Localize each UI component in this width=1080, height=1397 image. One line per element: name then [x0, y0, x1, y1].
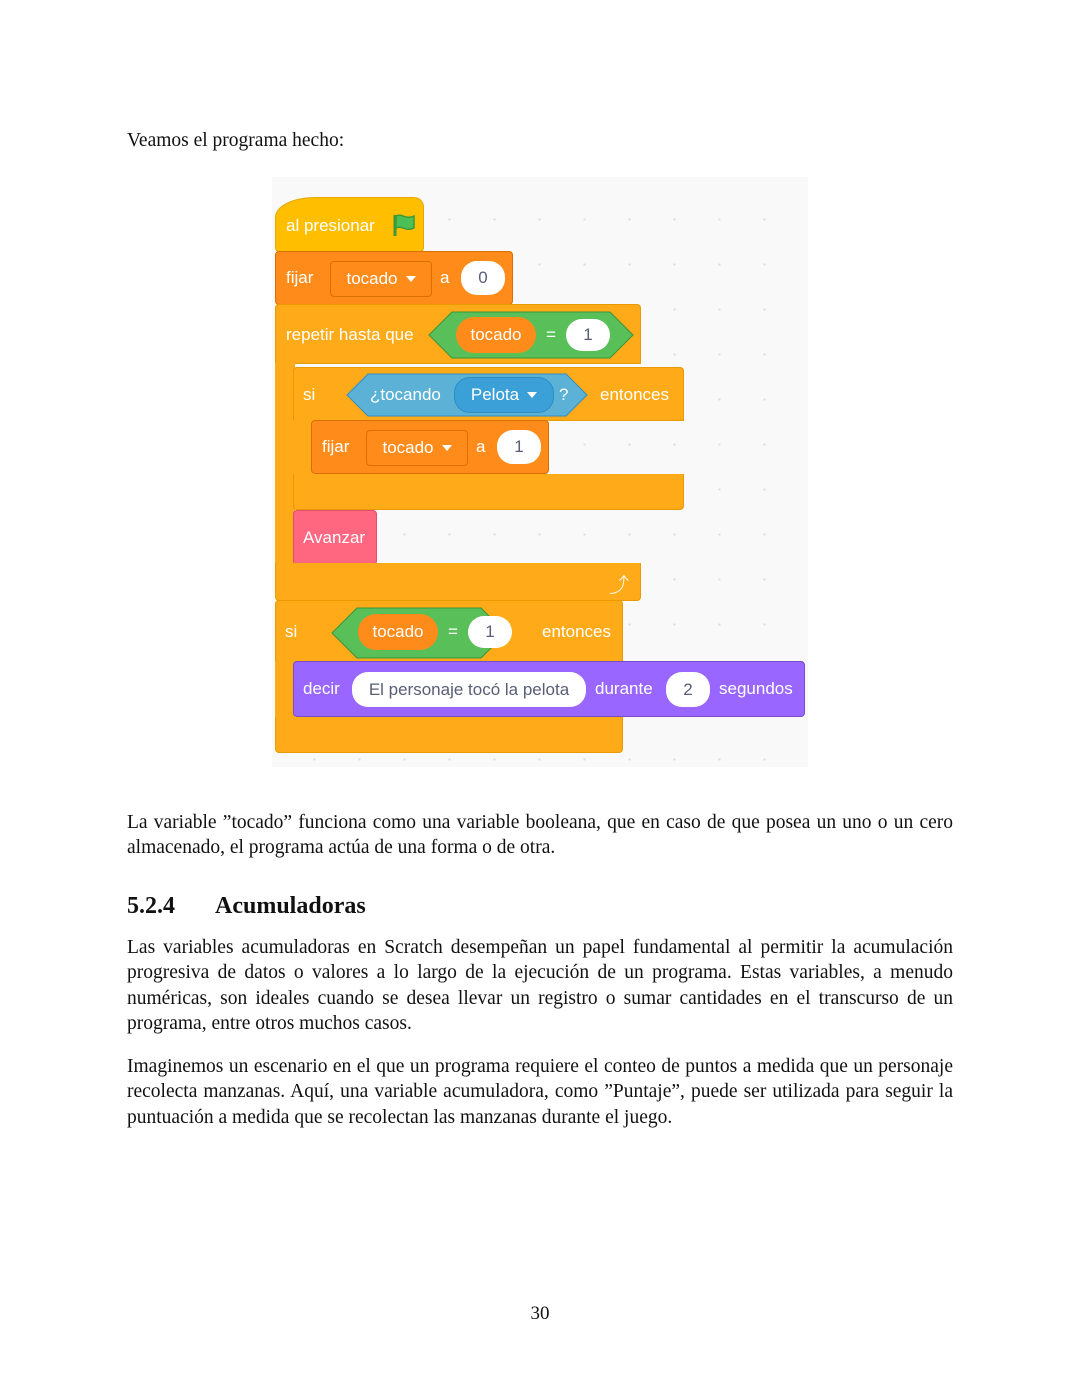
value-input[interactable]: 1: [566, 319, 610, 351]
scratch-code-figure: [272, 177, 808, 767]
set-variable-block: [275, 251, 513, 305]
value-input[interactable]: 1: [468, 616, 512, 648]
repeat-arm: [275, 363, 295, 583]
variable-dropdown[interactable]: [330, 261, 432, 297]
avanzar-custom-block[interactable]: [293, 510, 377, 565]
paragraph: Las variables acumuladoras en Scratch desempeñan un papel fundamental al permitir la acumulación progresiva de datos o valores a lo largo de la ejecución de un programa. Estas variables, a menudo numéricas, son ideales cuando se desea llevar un registro o sumar cantidades en el transcurso de un programa, entre otros muchos casos.: [127, 937, 953, 1034]
if-label: si: [303, 385, 316, 404]
value-input[interactable]: 1: [497, 430, 541, 464]
variable-dropdown[interactable]: [366, 430, 468, 466]
value-input[interactable]: 0: [461, 261, 505, 295]
intro-text: Veamos el programa hecho:: [127, 130, 345, 151]
section-number: 5.2.4: [127, 893, 175, 919]
to-label: a: [476, 437, 486, 456]
object-dropdown[interactable]: [454, 377, 554, 413]
touching-label: ¿tocando: [370, 385, 441, 404]
loop-arrow-icon: ⤴: [609, 575, 629, 597]
set-variable-block: [311, 420, 549, 474]
unit-label: segundos: [719, 679, 793, 698]
variable-name: tocado: [382, 438, 434, 457]
variable-name: tocado: [346, 269, 398, 288]
seconds-input[interactable]: 2: [666, 672, 710, 707]
if-block: [275, 600, 623, 662]
paragraph: La variable ”tocado” funciona como una variable booleana, que en caso de que posea un uno o un cero almacenado, el programa actúa de una forma o de otra.: [127, 812, 953, 859]
chevron-down-icon: [442, 445, 452, 451]
chevron-down-icon: [527, 392, 537, 398]
repeat-label: repetir hasta que: [286, 325, 414, 344]
if-block-bottom: [293, 474, 684, 510]
green-flag-icon: [391, 212, 417, 238]
then-label: entonces: [600, 385, 669, 404]
say-for-secs-block: [293, 661, 805, 717]
for-label: durante: [595, 679, 653, 698]
chevron-down-icon: [406, 276, 416, 282]
custom-block-label: Avanzar: [303, 528, 366, 547]
to-label: a: [440, 268, 450, 287]
message-input[interactable]: El personaje tocó la pelota: [352, 672, 586, 707]
set-verb: fijar: [286, 268, 314, 287]
question-mark: ?: [559, 385, 569, 404]
tocado-reporter[interactable]: tocado: [456, 317, 536, 353]
page-number: 30: [530, 1303, 550, 1324]
then-label: entonces: [542, 622, 611, 641]
operator: =: [546, 325, 556, 344]
tocado-reporter[interactable]: tocado: [358, 614, 438, 650]
repeat-until-block: [275, 304, 641, 364]
if-block-bottom: [275, 717, 623, 753]
section-title: Acumuladoras: [215, 893, 366, 919]
hat-label: al presionar: [286, 216, 375, 235]
say-verb: decir: [303, 679, 340, 698]
repeat-until-bottom: [275, 563, 641, 601]
section-heading: [127, 893, 366, 920]
operator: =: [448, 622, 458, 641]
if-label: si: [285, 622, 298, 641]
if-arm: [275, 661, 295, 721]
set-verb: fijar: [322, 437, 350, 456]
when-flag-clicked-block: [275, 197, 424, 252]
if-block: [293, 367, 684, 421]
if-arm: [293, 420, 313, 480]
paragraph: Imaginemos un escenario en el que un programa requiere el conteo de puntos a medida que un personaje recolecta manzanas. Aquí, una variable acumuladora, como ”Puntaje”, puede ser utilizada para seguir la puntuación a medida que se recolectan las manzanas durante el juego.: [127, 1056, 953, 1128]
object-name: Pelota: [470, 385, 520, 404]
